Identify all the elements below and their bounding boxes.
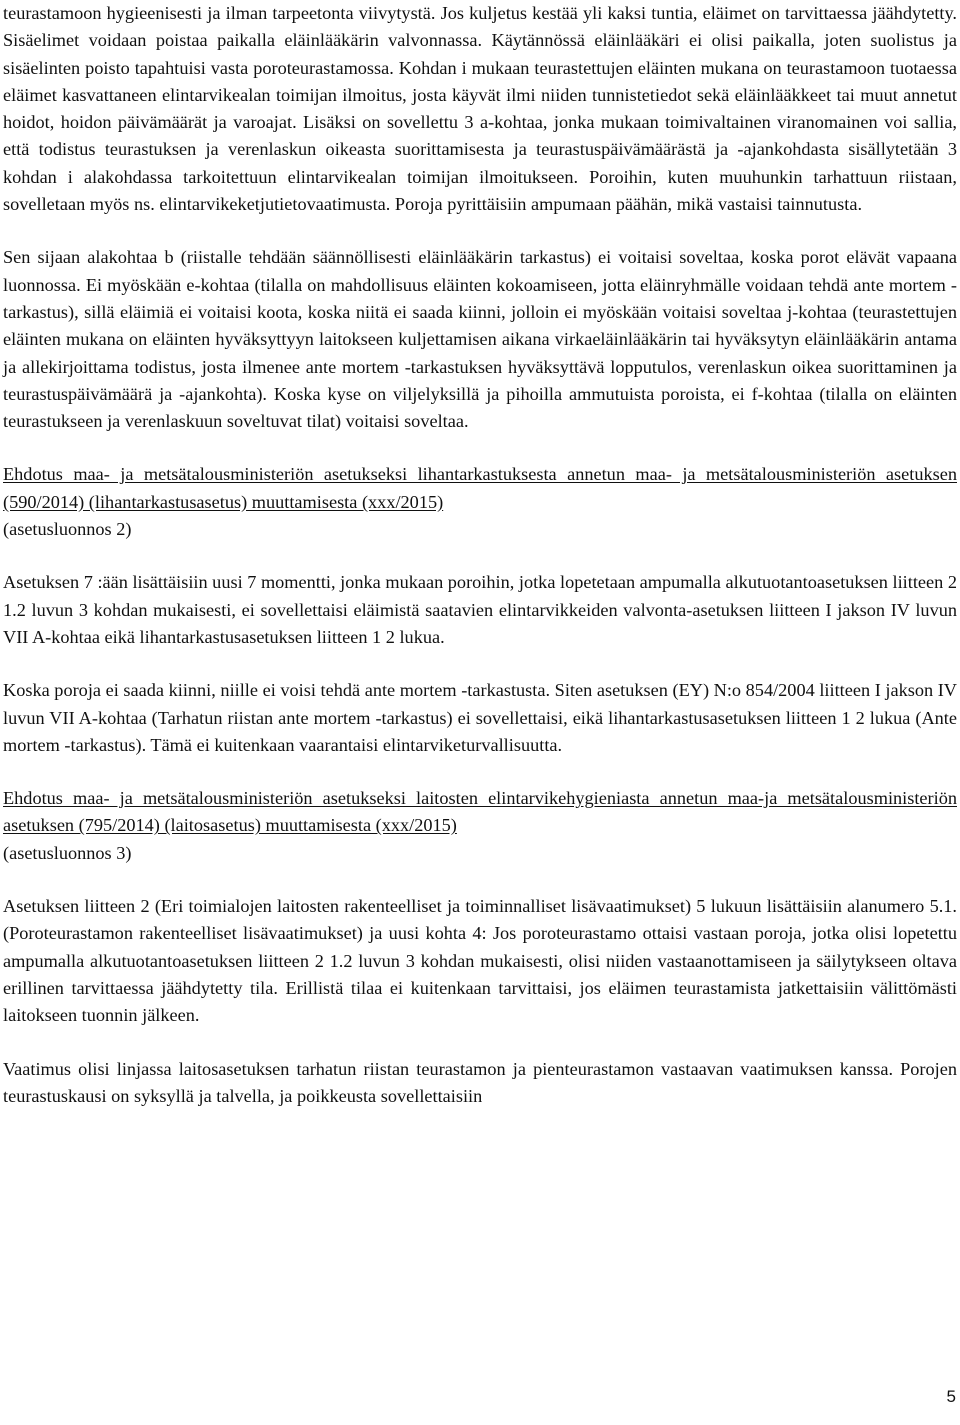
document-page bbox=[3, 0, 957, 1110]
paragraph-body-2: Sen sijaan alakohtaa b (riistalle tehdään säännöllisesti eläinlääkärin tarkastus) ei voitaisi soveltaa, koska porot elävät vapaana luonnossa. Ei myöskään e-kohtaa (tilalla on mahdollisuus eläinten kokoamiseen, jotta eläinryhmälle voidaan tehdä ante mortem -tarkastus), sillä eläimiä ei voitaisi koota, koska niitä ei saada kiinni, jolloin ei myöskään voitaisi soveltaa j-kohtaa (teurastettujen eläinten mukana on eläinten hyväksyttyyn laitokseen kuljettamisen aikana virkaeläinlääkärin tai hyväksytyn eläinlääkärin antama ja allekirjoittama todistus, josta ilmenee ante mortem -tarkastuksen hyväksyttävä lopputulos, verenlaskun oikea suorittaminen ja teurastuspäivämäärä ja -ajankohta). Koska kyse on viljelyksillä ja pihoilla ammutuista poroista, ei f-kohtaa (tilalla on eläinten teurastukseen ja verenlaskuun soveltuvat tilat) voitaisi soveltaa. bbox=[3, 247, 957, 432]
paragraph-gap bbox=[3, 867, 957, 893]
paragraph-body-3: Asetuksen 7 :ään lisättäisiin uusi 7 momentti, jonka mukaan poroihin, jotka lopetetaan ampumalla alkutuotantoasetuksen liitteen 2 1.2 luvun 3 kohdan mukaisesti, ei sovellettaisi eläimistä saatavien elintarvikkeiden valvonta-asetuksen liitteen I jakson IV luvun VII A-kohtaa eikä lihantarkastusasetuksen liitteen 1 2 lukua. bbox=[3, 572, 957, 647]
paragraph-gap bbox=[3, 651, 957, 677]
paragraph-gap bbox=[3, 435, 957, 461]
paragraph-gap bbox=[3, 1030, 957, 1056]
paragraph-gap bbox=[3, 759, 957, 785]
draft-label-3: (asetusluonnos 3) bbox=[3, 842, 132, 863]
page-number: 5 bbox=[946, 1387, 956, 1406]
paragraph-gap bbox=[3, 543, 957, 569]
paragraph-gap bbox=[3, 218, 957, 244]
draft-label-2: (asetusluonnos 2) bbox=[3, 519, 132, 540]
paragraph-body-6: Vaatimus olisi linjassa laitosasetuksen tarhatun riistan teurastamon ja pienteurastamon vastaavan vaatimuksen kanssa. Porojen teurastuskausi on syksyllä ja talvella, ja poikkeusta sovellettaisiin bbox=[3, 1058, 957, 1106]
section-heading-laitosasetus: Ehdotus maa- ja metsätalousministeriön asetukseksi laitosten elintarvikehygieniasta annetun maa-ja metsätalousministeriön asetuksen (795/2014) (laitosasetus) muuttamisesta (xxx/2015) bbox=[3, 788, 957, 836]
paragraph-body-4: Koska poroja ei saada kiinni, niille ei voisi tehdä ante mortem -tarkastusta. Siten asetuksen (EY) N:o 854/2004 liitteen I jakson IV luvun VII A-kohtaa (Tarhatun riistan ante mortem -tarkastus) ei sovellettaisi, eikä lihantarkastusasetuksen liitteen 1 2 lukua (Ante mortem -tarkastus). Tämä ei kuitenkaan vaarantaisi elintarviketurvallisuutta. bbox=[3, 680, 957, 755]
paragraph-body-1: teurastamoon hygieenisesti ja ilman tarpeetonta viivytystä. Jos kuljetus kestää yli kaksi tuntia, eläimet on tarvittaessa jäähdytetty. Sisäelimet voidaan poistaa paikalla eläinlääkärin valvonnassa. Käytännössä eläinlääkäri ei olisi paikalla, joten suolistus ja sisäelinten poisto tapahtuisi vasta poroteurastamossa. Kohdan i mukaan teurastettujen eläinten mukana on teurastamoon tuotaessa eläimet kasvattaneen elintarvikealan toimijan ilmoitus, josta käyvät ilmi niiden tunnistetiedot sekä eläinlääkkeet tai muut annetut hoidot, hoidon päivämäärät ja varoajat. Lisäksi on sovellettu 3 a-kohtaa, jonka mukaan toimivaltainen viranomainen voi sallia, että todistus teurastuksen ja verenlaskun oikeasta suorittamisesta ja teurastuspäivämäärästä ja -ajankohdasta sisällytetään 3 kohdan i alakohdassa tarkoitettuun elintarvikealan toimijan ilmoitukseen. Poroihin, kuten muuhunkin tarhattuun riistaan, sovelletaan myös ns. elintarvikeketjutietovaatimusta. Poroja pyrittäisiin ampumaan päähän, mikä vastaisi tainnutusta. bbox=[3, 3, 957, 215]
paragraph-body-5: Asetuksen liitteen 2 (Eri toimialojen laitosten rakenteelliset ja toiminnalliset lisävaatimukset) 5 lukuun lisättäisiin alanumero 5.1. (Poroteurastamon rakenteelliset lisävaatimukset) ja uusi kohta 4: Jos poroteurastamo ottaisi vastaan poroja, jotka olisi lopetettu ampumalla alkutuotantoasetuksen liitteen 2 1.2 luvun 3 kohdan mukaisesti, olisi niiden vastaanottamiseen ja säilytykseen oltava erillinen tarvittaessa jäähdytetty tila. Erillistä tilaa ei kuitenkaan tarvittaisi, jos eläimen teurastamista jatkettaisiin välittömästi laitokseen tuonnin jälkeen. bbox=[3, 896, 957, 1026]
section-heading-lihantarkastus: Ehdotus maa- ja metsätalousministeriön asetukseksi lihantarkastuksesta annetun maa- ja metsätalousministeriön asetuksen (590/2014) (lihantarkastusasetus) muuttamisesta (xxx/2015) bbox=[3, 464, 957, 512]
